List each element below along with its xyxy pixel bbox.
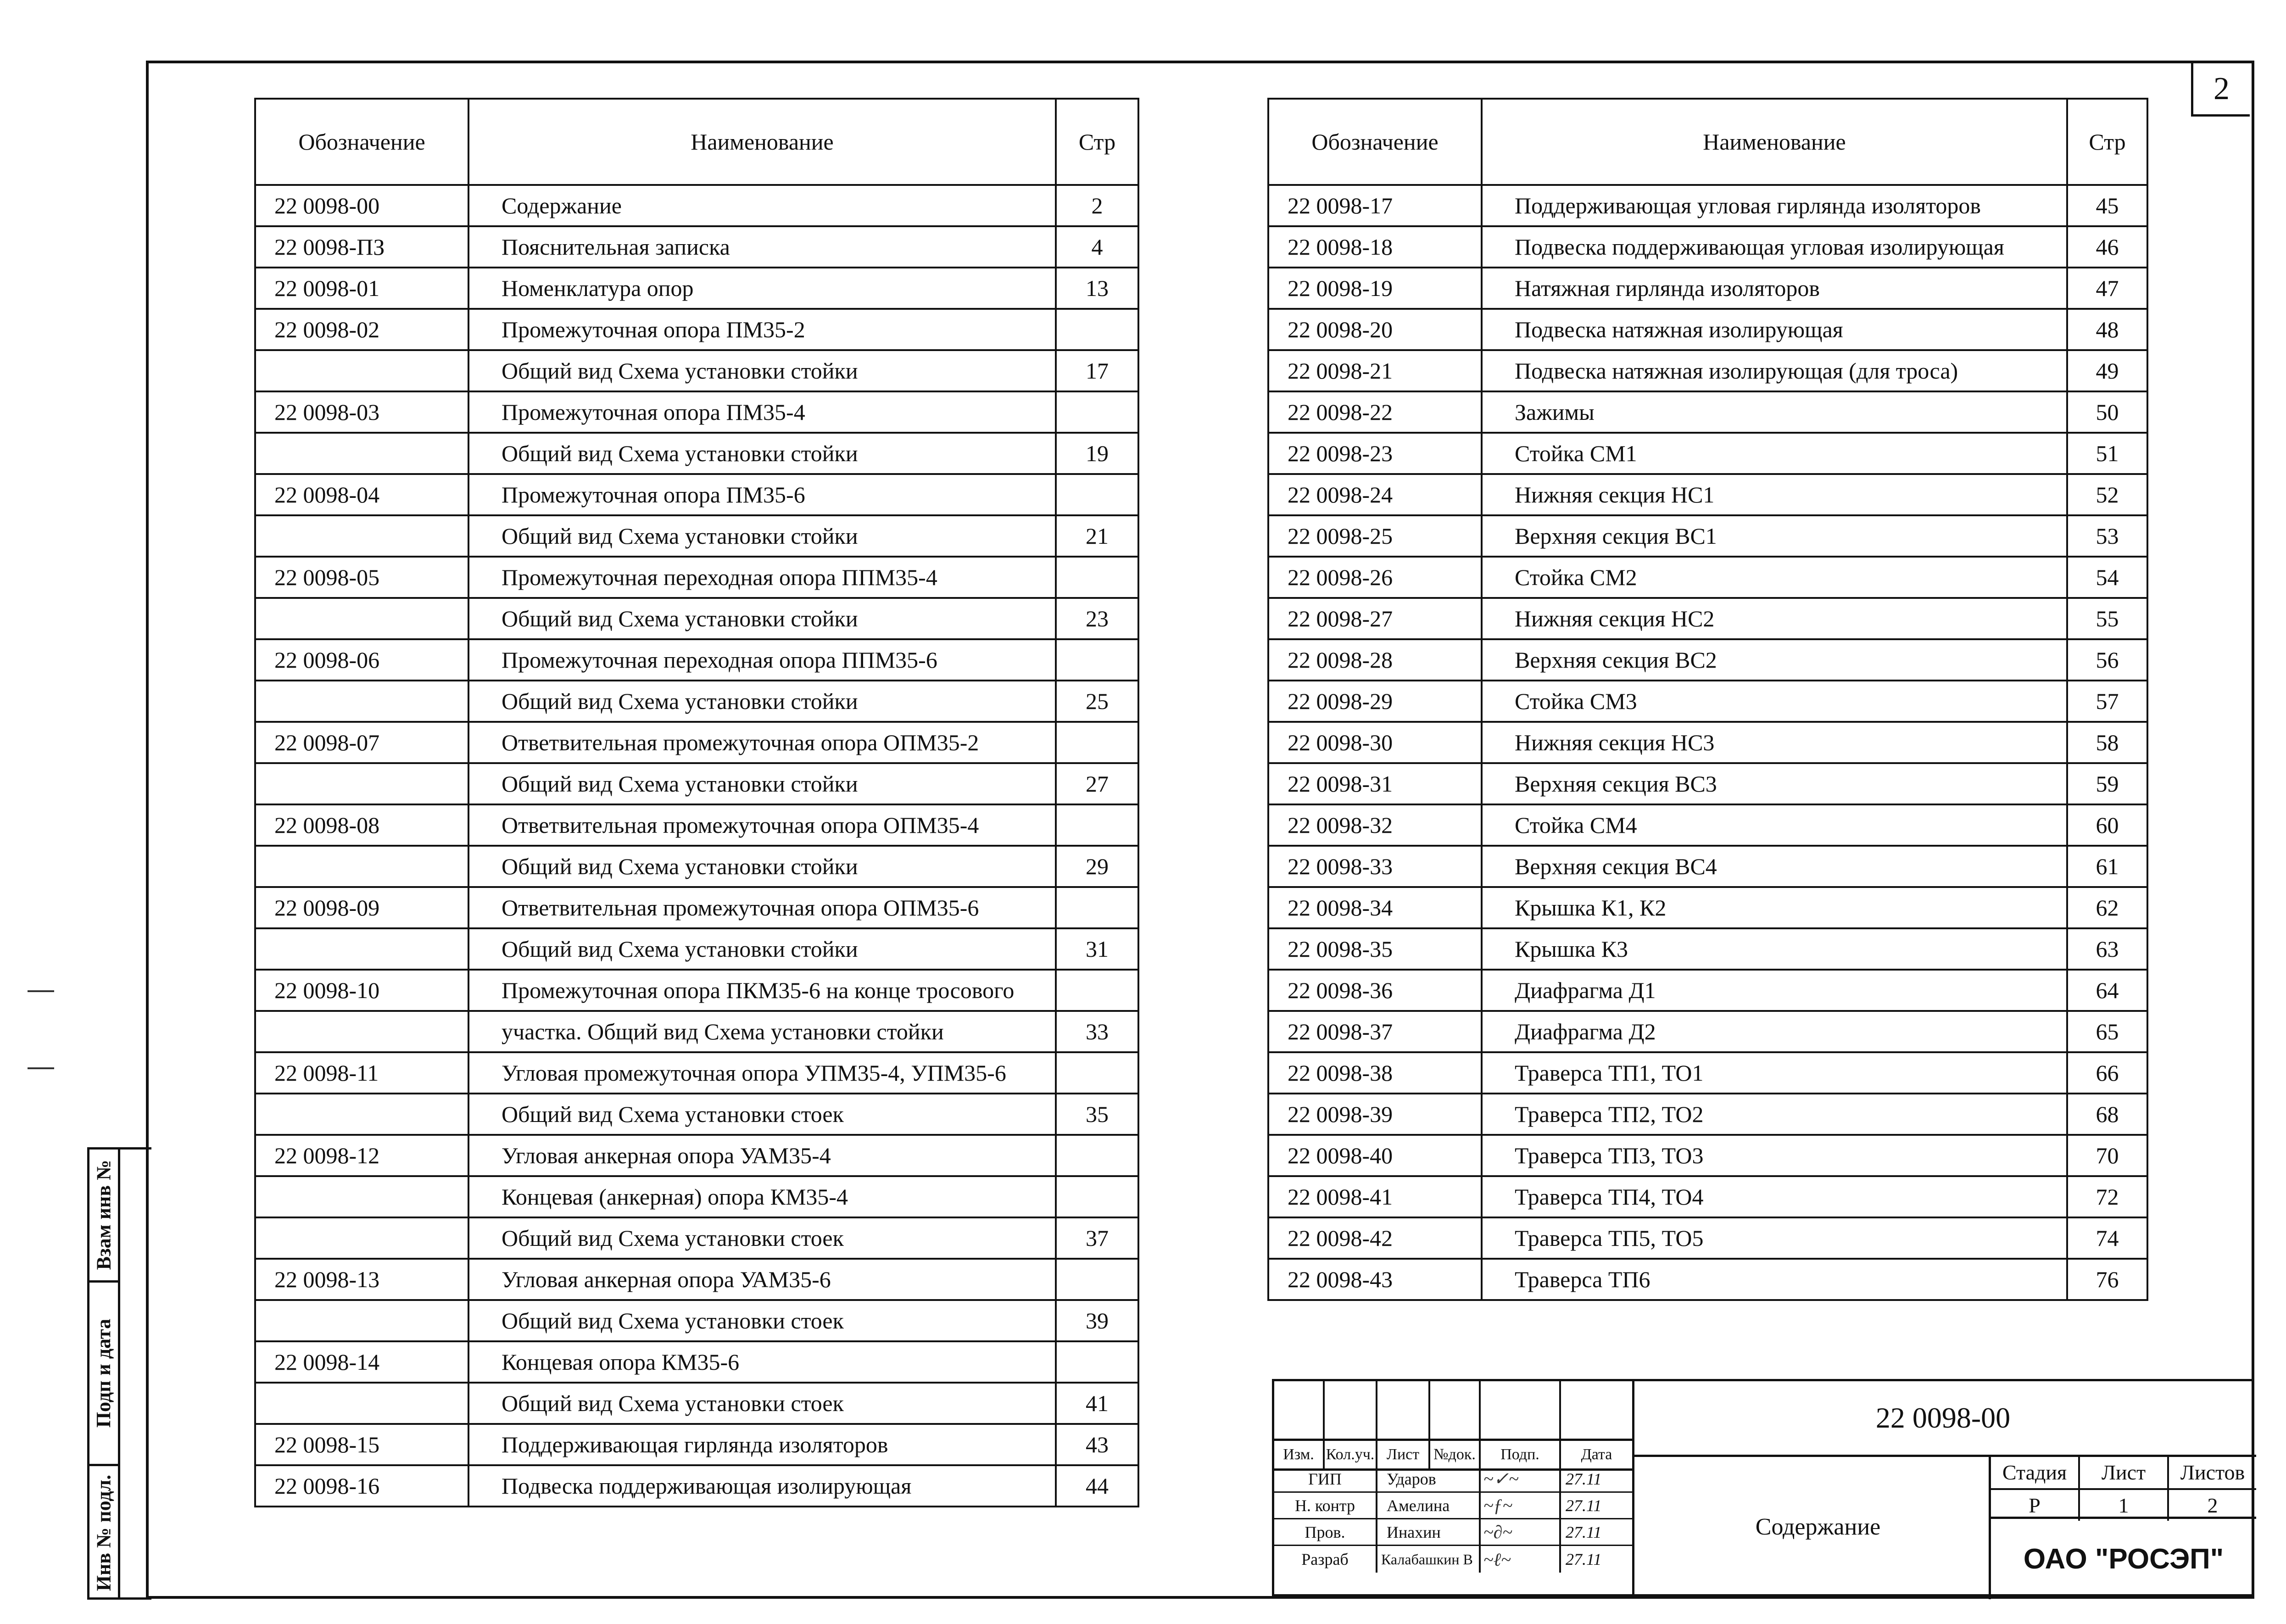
- table-row: [255, 433, 1138, 474]
- table-row: [255, 887, 1138, 928]
- signature-row: ГИП Ударов ~✓~ 27.11: [1274, 1466, 1632, 1493]
- cell-name: Угловая анкерная опора УАМ35-6: [468, 1259, 1056, 1300]
- table-row: [1268, 1176, 2147, 1217]
- cell-name: Стойка СМ2: [1482, 557, 2067, 598]
- table-row: [255, 681, 1138, 722]
- cell-name: Верхняя секция ВС4: [1482, 846, 2067, 887]
- rev-col-doc: №док.: [1430, 1441, 1481, 1468]
- cell-code: 22 0098-21: [1268, 350, 1482, 391]
- cell-page: [1056, 722, 1138, 763]
- cell-page: [1056, 474, 1138, 515]
- handwritten-signature: ~∂~: [1481, 1519, 1561, 1545]
- table-row: [255, 1424, 1138, 1465]
- cell-code: [255, 846, 468, 887]
- cell-code: 22 0098-25: [1268, 515, 1482, 557]
- cell-code: [255, 433, 468, 474]
- cell-name: Общий вид Схема установки стойки: [468, 928, 1056, 970]
- cell-code: 22 0098-32: [1268, 804, 1482, 846]
- cell-page: 25: [1056, 681, 1138, 722]
- sheet-label: Лист: [2080, 1457, 2169, 1488]
- cell-code: 22 0098-20: [1268, 309, 1482, 350]
- cell-page: 35: [1056, 1094, 1138, 1135]
- cell-code: 22 0098-03: [255, 391, 468, 433]
- header-page: Стр: [2067, 99, 2147, 185]
- table-row: [1268, 350, 2147, 391]
- table-row: [1268, 226, 2147, 268]
- margin-tick: [28, 1067, 54, 1069]
- rev-col-izm: Изм.: [1274, 1441, 1325, 1468]
- cell-name: Траверса ТП3, ТО3: [1482, 1135, 2067, 1176]
- table-row: [255, 639, 1138, 681]
- rev-col-kol: Кол.уч.: [1325, 1441, 1377, 1468]
- cell-code: 22 0098-39: [1268, 1094, 1482, 1135]
- table-row: [1268, 515, 2147, 557]
- organization-name: ОАО "РОСЭП": [1989, 1517, 2256, 1599]
- cell-page: 23: [1056, 598, 1138, 639]
- rev-col-date: Дата: [1581, 1446, 1612, 1463]
- table-row: [1268, 185, 2147, 226]
- cell-name: Общий вид Схема установки стойки: [468, 681, 1056, 722]
- cell-page: 56: [2067, 639, 2147, 681]
- rev-col-sign: Подп.: [1481, 1441, 1561, 1468]
- cell-page: [1056, 887, 1138, 928]
- table-row: [255, 1259, 1138, 1300]
- cell-name: Концевая (анкерная) опора КМ35-4: [468, 1176, 1056, 1217]
- cell-code: 22 0098-43: [1268, 1259, 1482, 1300]
- sheets-value: 2: [2207, 1493, 2218, 1517]
- cell-code: 22 0098-09: [255, 887, 468, 928]
- table-row: [1268, 639, 2147, 681]
- table-row: [1268, 391, 2147, 433]
- table-row: [255, 1341, 1138, 1383]
- cell-page: 49: [2067, 350, 2147, 391]
- cell-code: 22 0098-33: [1268, 846, 1482, 887]
- cell-code: 22 0098-31: [1268, 763, 1482, 804]
- cell-page: 55: [2067, 598, 2147, 639]
- cell-page: [1056, 557, 1138, 598]
- cell-page: 33: [1056, 1011, 1138, 1052]
- signatures: [1274, 1466, 1632, 1573]
- cell-name: Стойка СМ1: [1482, 433, 2067, 474]
- signature-row: Н. контр Амелина ~ƒ~ 27.11: [1274, 1493, 1632, 1519]
- title-block: [1272, 1379, 2254, 1596]
- cell-name: Общий вид Схема установки стойки: [468, 763, 1056, 804]
- cell-page: [1056, 639, 1138, 681]
- cell-page: [1056, 391, 1138, 433]
- table-row: [255, 474, 1138, 515]
- table-row: [1268, 268, 2147, 309]
- cell-code: 22 0098-35: [1268, 928, 1482, 970]
- table-row: [1268, 309, 2147, 350]
- cell-name: Промежуточная опора ПКМ35-6 на конце тросового: [468, 970, 1056, 1011]
- cell-name: Общий вид Схема установки стоек: [468, 1094, 1056, 1135]
- cell-name: Промежуточная опора ПМ35-2: [468, 309, 1056, 350]
- cell-code: 22 0098-ПЗ: [255, 226, 468, 268]
- cell-name: Поддерживающая угловая гирлянда изоляторов: [1482, 185, 2067, 226]
- cell-page: 50: [2067, 391, 2147, 433]
- table-row: [1268, 681, 2147, 722]
- cell-page: 31: [1056, 928, 1138, 970]
- cell-page: 29: [1056, 846, 1138, 887]
- table-row: [255, 1217, 1138, 1259]
- cell-page: 63: [2067, 928, 2147, 970]
- cell-name: Диафрагма Д2: [1482, 1011, 2067, 1052]
- table-row: [1268, 763, 2147, 804]
- cell-code: [255, 1300, 468, 1341]
- sheet-number: 2: [2214, 71, 2230, 106]
- cell-code: 22 0098-13: [255, 1259, 468, 1300]
- cell-page: [1056, 970, 1138, 1011]
- cell-code: 22 0098-01: [255, 268, 468, 309]
- cell-code: [255, 681, 468, 722]
- table-row: [255, 804, 1138, 846]
- cell-page: 53: [2067, 515, 2147, 557]
- table-row: [255, 763, 1138, 804]
- sheet-title: Содержание: [1634, 1455, 2002, 1597]
- table-row: [1268, 557, 2147, 598]
- cell-name: Подвеска натяжная изолирующая: [1482, 309, 2067, 350]
- cell-name: Общий вид Схема установки стоек: [468, 1300, 1056, 1341]
- header-code: Обозначение: [255, 99, 468, 185]
- cell-name: Траверса ТП2, ТО2: [1482, 1094, 2067, 1135]
- table-row: [255, 846, 1138, 887]
- cell-name: Промежуточная опора ПМ35-6: [468, 474, 1056, 515]
- cell-name: Промежуточная опора ПМ35-4: [468, 391, 1056, 433]
- cell-code: 22 0098-29: [1268, 681, 1482, 722]
- cell-page: 47: [2067, 268, 2147, 309]
- cell-name: Верхняя секция ВС1: [1482, 515, 2067, 557]
- cell-page: 76: [2067, 1259, 2147, 1300]
- cell-name: Диафрагма Д1: [1482, 970, 2067, 1011]
- handwritten-signature: ~ƒ~: [1481, 1493, 1561, 1518]
- table-row: [1268, 1259, 2147, 1300]
- cell-name: Нижняя секция НС3: [1482, 722, 2067, 763]
- cell-page: [1056, 1176, 1138, 1217]
- cell-page: 45: [2067, 185, 2147, 226]
- cell-name: Общий вид Схема установки стойки: [468, 846, 1056, 887]
- cell-page: 19: [1056, 433, 1138, 474]
- cell-page: 66: [2067, 1052, 2147, 1094]
- side-cell-sign-date: Подп и дата: [89, 1283, 118, 1466]
- cell-code: 22 0098-05: [255, 557, 468, 598]
- side-strip-divider: [118, 1150, 120, 1597]
- cell-page: 17: [1056, 350, 1138, 391]
- cell-page: [1056, 309, 1138, 350]
- cell-page: 2: [1056, 185, 1138, 226]
- cell-name: Общий вид Схема установки стойки: [468, 515, 1056, 557]
- cell-page: 65: [2067, 1011, 2147, 1052]
- margin-tick: [28, 990, 54, 992]
- cell-code: 22 0098-30: [1268, 722, 1482, 763]
- cell-name: Стойка СМ3: [1482, 681, 2067, 722]
- table-row: [255, 1011, 1138, 1052]
- cell-page: 27: [1056, 763, 1138, 804]
- table-row: [255, 557, 1138, 598]
- cell-name: Траверса ТП4, ТО4: [1482, 1176, 2067, 1217]
- cell-code: [255, 350, 468, 391]
- cell-page: 74: [2067, 1217, 2147, 1259]
- table-row: [255, 350, 1138, 391]
- document-number: 22 0098-00: [1875, 1401, 2011, 1434]
- cell-page: 54: [2067, 557, 2147, 598]
- cell-name: Содержание: [468, 185, 1056, 226]
- cell-name: участка. Общий вид Схема установки стойки: [468, 1011, 1056, 1052]
- cell-code: 22 0098-27: [1268, 598, 1482, 639]
- cell-page: [1056, 1259, 1138, 1300]
- revision-block: [1274, 1381, 1634, 1595]
- cell-page: 57: [2067, 681, 2147, 722]
- cell-page: 60: [2067, 804, 2147, 846]
- cell-code: 22 0098-40: [1268, 1135, 1482, 1176]
- cell-name: Общий вид Схема установки стоек: [468, 1383, 1056, 1424]
- cell-code: 22 0098-06: [255, 639, 468, 681]
- cell-code: 22 0098-22: [1268, 391, 1482, 433]
- cell-name: Крышка К1, К2: [1482, 887, 2067, 928]
- cell-page: 59: [2067, 763, 2147, 804]
- cell-name: Подвеска поддерживающая угловая изолирующая: [1482, 226, 2067, 268]
- cell-code: 22 0098-16: [255, 1465, 468, 1507]
- cell-name: Поддерживающая гирлянда изоляторов: [468, 1424, 1056, 1465]
- table-row: [1268, 1135, 2147, 1176]
- cell-code: [255, 1094, 468, 1135]
- table-row: [1268, 1217, 2147, 1259]
- cell-code: 22 0098-24: [1268, 474, 1482, 515]
- side-cell-inv-replace: Взам инв №: [89, 1150, 118, 1283]
- table-row: [255, 515, 1138, 557]
- cell-code: 22 0098-10: [255, 970, 468, 1011]
- table-row: [1268, 1052, 2147, 1094]
- cell-name: Нижняя секция НС2: [1482, 598, 2067, 639]
- cell-code: 22 0098-08: [255, 804, 468, 846]
- cell-page: 48: [2067, 309, 2147, 350]
- header-name: Наименование: [468, 99, 1056, 185]
- cell-name: Подвеска натяжная изолирующая (для троса): [1482, 350, 2067, 391]
- table-row: [255, 970, 1138, 1011]
- cell-name: Ответвительная промежуточная опора ОПМ35-6: [468, 887, 1056, 928]
- cell-code: [255, 928, 468, 970]
- cell-page: 51: [2067, 433, 2147, 474]
- cell-name: Угловая анкерная опора УАМ35-4: [468, 1135, 1056, 1176]
- cell-code: 22 0098-23: [1268, 433, 1482, 474]
- table-row: [1268, 722, 2147, 763]
- table-row: [1268, 598, 2147, 639]
- cell-page: 44: [1056, 1465, 1138, 1507]
- header-page: Стр: [1056, 99, 1138, 185]
- cell-code: 22 0098-19: [1268, 268, 1482, 309]
- table-row: [1268, 970, 2147, 1011]
- cell-code: [255, 1217, 468, 1259]
- cell-code: 22 0098-14: [255, 1341, 468, 1383]
- cell-page: 46: [2067, 226, 2147, 268]
- table-row: [255, 1465, 1138, 1507]
- cell-code: 22 0098-17: [1268, 185, 1482, 226]
- cell-page: 43: [1056, 1424, 1138, 1465]
- cell-code: [255, 763, 468, 804]
- cell-name: Траверса ТП1, ТО1: [1482, 1052, 2067, 1094]
- stage-sheet-info: [1989, 1455, 2256, 1519]
- rev-col-list: Лист: [1377, 1441, 1430, 1468]
- cell-page: [1056, 804, 1138, 846]
- cell-page: 13: [1056, 268, 1138, 309]
- table-row: [1268, 433, 2147, 474]
- signature-row: Пров. Инахин ~∂~ 27.11: [1274, 1519, 1632, 1546]
- cell-page: 52: [2067, 474, 2147, 515]
- cell-name: Общий вид Схема установки стойки: [468, 350, 1056, 391]
- cell-name: Общий вид Схема установки стойки: [468, 433, 1056, 474]
- cell-code: 22 0098-07: [255, 722, 468, 763]
- table-row: [1268, 846, 2147, 887]
- cell-page: 58: [2067, 722, 2147, 763]
- sheets-label: Листов: [2180, 1461, 2245, 1484]
- cell-page: 62: [2067, 887, 2147, 928]
- cell-page: 72: [2067, 1176, 2147, 1217]
- cell-page: 37: [1056, 1217, 1138, 1259]
- handwritten-signature: ~✓~: [1481, 1466, 1561, 1491]
- side-approval-strip: [87, 1147, 151, 1600]
- table-row: [1268, 928, 2147, 970]
- stage-value: Р: [1991, 1490, 2080, 1521]
- cell-code: 22 0098-37: [1268, 1011, 1482, 1052]
- cell-page: 64: [2067, 970, 2147, 1011]
- header-code: Обозначение: [1268, 99, 1482, 185]
- sheet-value: 1: [2080, 1490, 2169, 1521]
- cell-code: 22 0098-42: [1268, 1217, 1482, 1259]
- cell-name: Подвеска поддерживающая изолирующая: [468, 1465, 1056, 1507]
- cell-name: Пояснительная записка: [468, 226, 1056, 268]
- cell-name: Зажимы: [1482, 391, 2067, 433]
- table-row: [255, 928, 1138, 970]
- cell-page: 39: [1056, 1300, 1138, 1341]
- cell-code: 22 0098-26: [1268, 557, 1482, 598]
- cell-name: Нижняя секция НС1: [1482, 474, 2067, 515]
- table-row: [255, 1176, 1138, 1217]
- cell-code: 22 0098-00: [255, 185, 468, 226]
- table-row: [255, 1135, 1138, 1176]
- side-cell-inv-orig: Инв № подл.: [92, 1474, 115, 1591]
- handwritten-signature: ~ℓ~: [1481, 1546, 1561, 1573]
- cell-page: 61: [2067, 846, 2147, 887]
- table-row: [255, 268, 1138, 309]
- table-row: [1268, 804, 2147, 846]
- cell-name: Общий вид Схема установки стоек: [468, 1217, 1056, 1259]
- table-row: [255, 226, 1138, 268]
- cell-page: [1056, 1052, 1138, 1094]
- table-row: [1268, 1011, 2147, 1052]
- cell-name: Стойка СМ4: [1482, 804, 2067, 846]
- table-row: [255, 1300, 1138, 1341]
- table-row: [255, 1052, 1138, 1094]
- table-row: [255, 309, 1138, 350]
- cell-code: 22 0098-34: [1268, 887, 1482, 928]
- cell-code: 22 0098-36: [1268, 970, 1482, 1011]
- cell-page: [1056, 1135, 1138, 1176]
- cell-code: [255, 1011, 468, 1052]
- table-row: [255, 391, 1138, 433]
- cell-name: Крышка К3: [1482, 928, 2067, 970]
- cell-code: 22 0098-02: [255, 309, 468, 350]
- cell-page: 41: [1056, 1383, 1138, 1424]
- signature-row: Разраб Калабашкин В ~ℓ~ 27.11: [1274, 1546, 1632, 1573]
- table-row: [1268, 474, 2147, 515]
- table-row: [255, 722, 1138, 763]
- cell-page: 21: [1056, 515, 1138, 557]
- cell-name: Верхняя секция ВС3: [1482, 763, 2067, 804]
- cell-name: Ответвительная промежуточная опора ОПМ35-4: [468, 804, 1056, 846]
- cell-name: Ответвительная промежуточная опора ОПМ35-2: [468, 722, 1056, 763]
- cell-page: [1056, 1341, 1138, 1383]
- table-row: [1268, 1094, 2147, 1135]
- cell-name: Общий вид Схема установки стойки: [468, 598, 1056, 639]
- cell-name: Промежуточная переходная опора ППМ35-4: [468, 557, 1056, 598]
- cell-page: 70: [2067, 1135, 2147, 1176]
- cell-code: [255, 515, 468, 557]
- cell-page: 68: [2067, 1094, 2147, 1135]
- cell-code: [255, 1176, 468, 1217]
- cell-code: 22 0098-12: [255, 1135, 468, 1176]
- cell-name: Траверса ТП6: [1482, 1259, 2067, 1300]
- table-row: [255, 1383, 1138, 1424]
- cell-code: 22 0098-15: [255, 1424, 468, 1465]
- cell-code: 22 0098-11: [255, 1052, 468, 1094]
- sheet-number-box: [2191, 63, 2250, 117]
- cell-name: Верхняя секция ВС2: [1482, 639, 2067, 681]
- table-row: [255, 185, 1138, 226]
- cell-name: Номенклатура опор: [468, 268, 1056, 309]
- table-row: [1268, 887, 2147, 928]
- cell-name: Траверса ТП5, ТО5: [1482, 1217, 2067, 1259]
- cell-name: Промежуточная переходная опора ППМ35-6: [468, 639, 1056, 681]
- cell-code: [255, 1383, 468, 1424]
- cell-code: [255, 598, 468, 639]
- table-row: [255, 1094, 1138, 1135]
- cell-name: Концевая опора КМ35-6: [468, 1341, 1056, 1383]
- cell-code: 22 0098-04: [255, 474, 468, 515]
- cell-code: 22 0098-41: [1268, 1176, 1482, 1217]
- stage-label: Стадия: [1991, 1457, 2080, 1488]
- header-name: Наименование: [1482, 99, 2067, 185]
- contents-table-right: [1267, 98, 2148, 1301]
- cell-code: 22 0098-28: [1268, 639, 1482, 681]
- contents-table-left: [254, 98, 1139, 1507]
- table-row: [255, 598, 1138, 639]
- cell-name: Угловая промежуточная опора УПМ35-4, УПМ35-6: [468, 1052, 1056, 1094]
- cell-page: 4: [1056, 226, 1138, 268]
- cell-code: 22 0098-18: [1268, 226, 1482, 268]
- cell-code: 22 0098-38: [1268, 1052, 1482, 1094]
- cell-name: Натяжная гирлянда изоляторов: [1482, 268, 2067, 309]
